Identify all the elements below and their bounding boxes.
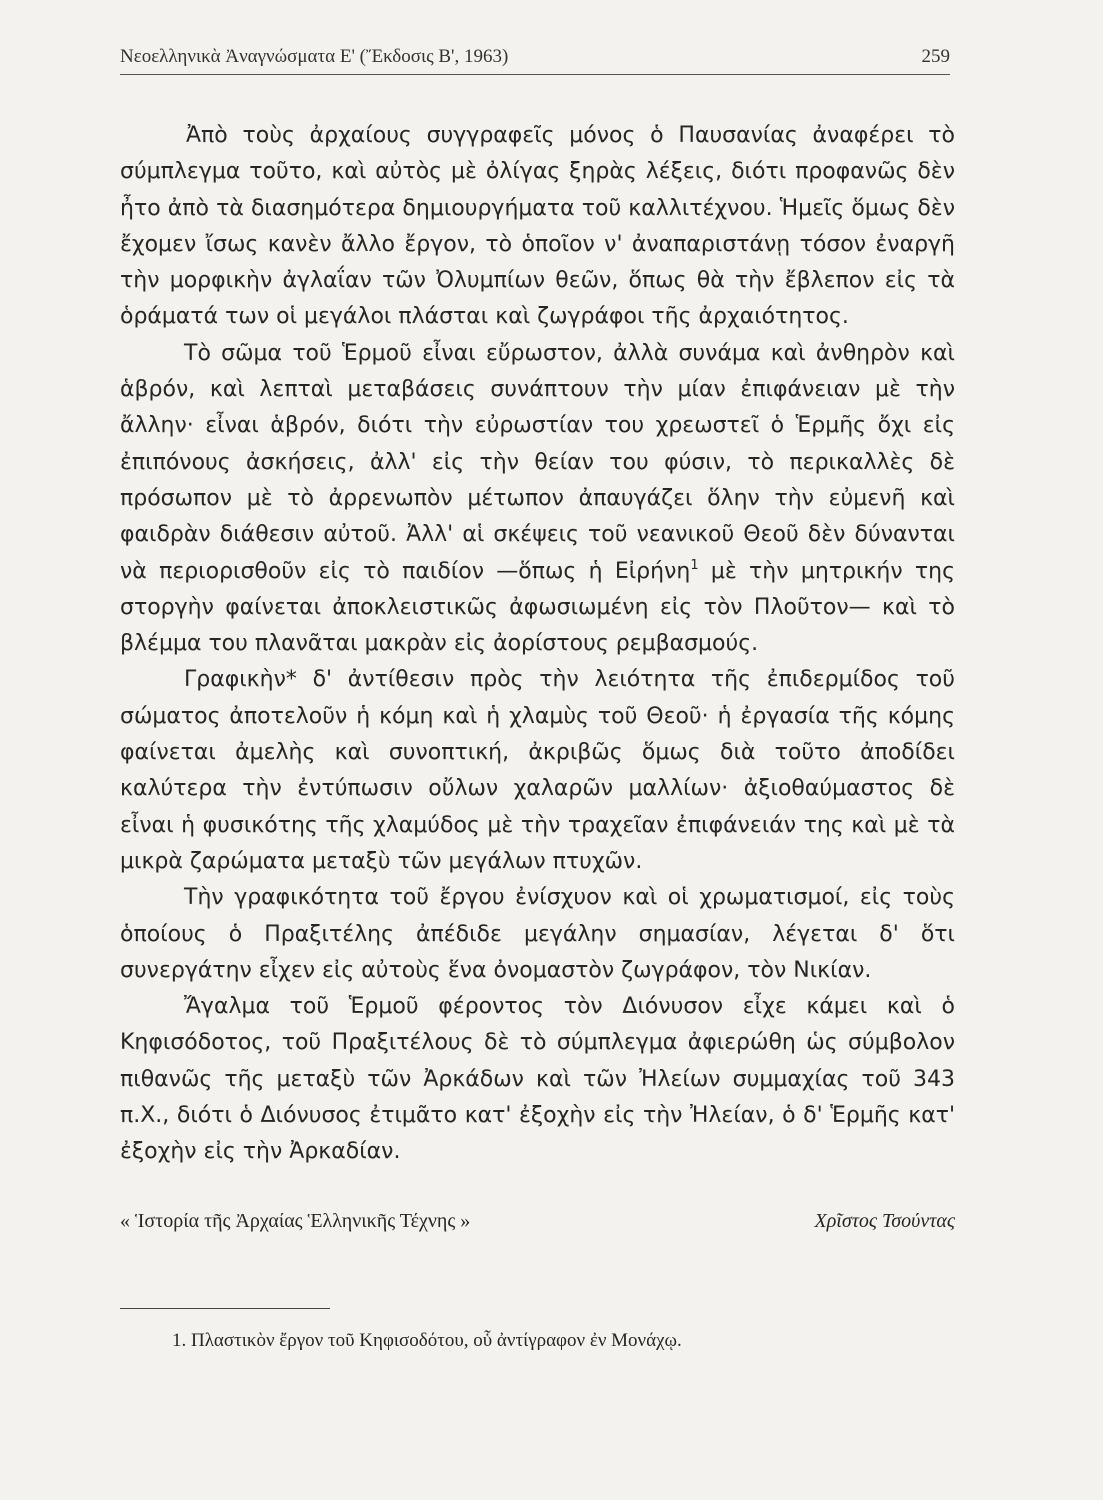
footnote-text: Πλαστικὸν ἔργον τοῦ Κηφισοδότου, οὗ ἀντίγραφον ἐν Μονάχῳ.	[191, 1330, 682, 1351]
paragraph-2	[120, 336, 955, 663]
footnote	[172, 1330, 932, 1352]
source-citation	[120, 1210, 955, 1240]
source-title: « Ἱστορία τῆς Ἀρχαίας Ἑλληνικῆς Τέχνης »	[120, 1210, 471, 1232]
article-body	[120, 118, 955, 1171]
book-title: Νεοελληνικὰ Ἀναγνώσματα Ε' (Ἔκδοσις Β', 1963)	[120, 46, 509, 67]
paragraph-2-part-2: μὲ τὴν μητρικήν της στοργὴν φαίνεται ἀποκλειστικῶς ἀφωσιωμένη εἰς τὸν Πλοῦτον— καὶ τὸ βλέμμα του πλανᾶται μακρὰν εἰς ἀορίστους ρεμβασμούς.	[120, 558, 955, 657]
footnote-divider	[120, 1308, 330, 1309]
page-number: 259	[921, 46, 950, 67]
paragraph-4: Τὴν γραφικότητα τοῦ ἔργου ἐνίσχυον καὶ οἱ χρωματισμοί, εἰς τοὺς ὁποίους ὁ Πραξιτέλης ἀπέδιδε μεγάλην σημασίαν, λέγεται δ' ὅτι συνεργάτην εἶχεν εἰς αὐτοὺς ἕνα ὀνομαστὸν ζωγράφον, τὸν Νικίαν.	[120, 885, 955, 983]
footnote-number: 1.	[172, 1330, 187, 1351]
footnote-reference: 1	[690, 557, 699, 573]
paragraph-3: Γραφικὴν* δ' ἀντίθεσιν πρὸς τὴν λειότητα τῆς ἐπιδερμίδος τοῦ σώματος ἀποτελοῦν ἡ κόμη καὶ ἡ χλαμὺς τοῦ Θεοῦ· ἡ ἐργασία τῆς κόμης φαίνεται ἀμελὴς καὶ συνοπτική, ἀκριβῶς ὅμως διὰ τοῦτο ἀποδίδει καλύτερα τὴν ἐντύπωσιν οὔλων χαλαρῶν μαλλίων· ἀξιοθαύμαστος δὲ εἶναι ἡ φυσικότης τῆς χλαμύδος μὲ τὴν τραχεῖαν ἐπιφάνειάν της καὶ μὲ τὰ μικρὰ ζαρώματα μεταξὺ τῶν μεγάλων πτυχῶν.	[120, 667, 955, 874]
running-header	[120, 44, 950, 75]
source-author: Χρῖστος Τσούντας	[814, 1210, 955, 1232]
paragraph-1: Ἀπὸ τοὺς ἀρχαίους συγγραφεῖς μόνος ὁ Παυσανίας ἀναφέρει τὸ σύμπλεγμα τοῦτο, καὶ αὐτὸς μὲ ὀλίγας ξηρὰς λέξεις, διότι προφανῶς δὲν ἦτο ἀπὸ τὰ διασημότερα δημιουργήματα τοῦ καλλιτέχνου. Ἡμεῖς ὅμως δὲν ἔχομεν ἴσως κανὲν ἄλλο ἔργον, τὸ ὁποῖον ν' ἀναπαριστάνῃ τόσον ἐναργῆ τὴν μορφικὴν ἀγλαΐαν τῶν Ὀλυμπίων θεῶν, ὅπως θὰ τὴν ἔβλεπον εἰς τὰ ὁράματά των οἱ μεγάλοι πλάσται καὶ ζωγράφοι τῆς ἀρχαιότητος.	[120, 123, 955, 330]
paragraph-5: Ἄγαλμα τοῦ Ἑρμοῦ φέροντος τὸν Διόνυσον εἶχε κάμει καὶ ὁ Κηφισόδοτος, τοῦ Πραξιτέλους δὲ τὸ σύμπλεγμα ἀφιερώθη ὡς σύμβολον πιθανῶς τῆς μεταξὺ τῶν Ἀρκάδων καὶ τῶν Ἠλείων συμμαχίας τοῦ 343 π.Χ., διότι ὁ Διόνυσος ἐτιμᾶτο κατ' ἐξοχὴν εἰς τὴν Ἠλείαν, ὁ δ' Ἑρμῆς κατ' ἐξοχὴν εἰς τὴν Ἀρκαδίαν.	[120, 994, 955, 1165]
paragraph-2-part-1: Τὸ σῶμα τοῦ Ἑρμοῦ εἶναι εὔρωστον, ἀλλὰ συνάμα καὶ ἀνθηρὸν καὶ ἁβρόν, καὶ λεπταὶ μεταβάσεις συνάπτουν τὴν μίαν ἐπιφάνειαν μὲ τὴν ἄλλην· εἶναι ἁβρόν, διότι τὴν εὐρωστίαν του χρεωστεῖ ὁ Ἑρμῆς ὄχι εἰς ἐπιπόνους ἀσκήσεις, ἀλλ' εἰς τὴν θείαν του φύσιν, τὸ περικαλλὲς δὲ πρόσωπον μὲ τὸ ἀρρενωπὸν μέτωπον ἀπαυγάζει ὅλην τὴν εὐμενῆ καὶ φαιδρὰν διάθεσιν αὐτοῦ. Ἀλλ' αἱ σκέψεις τοῦ νεανικοῦ Θεοῦ δὲν δύνανται νὰ περιορισθοῦν εἰς τὸ παιδίον —ὅπως ἡ Εἰρήνη	[120, 340, 955, 584]
